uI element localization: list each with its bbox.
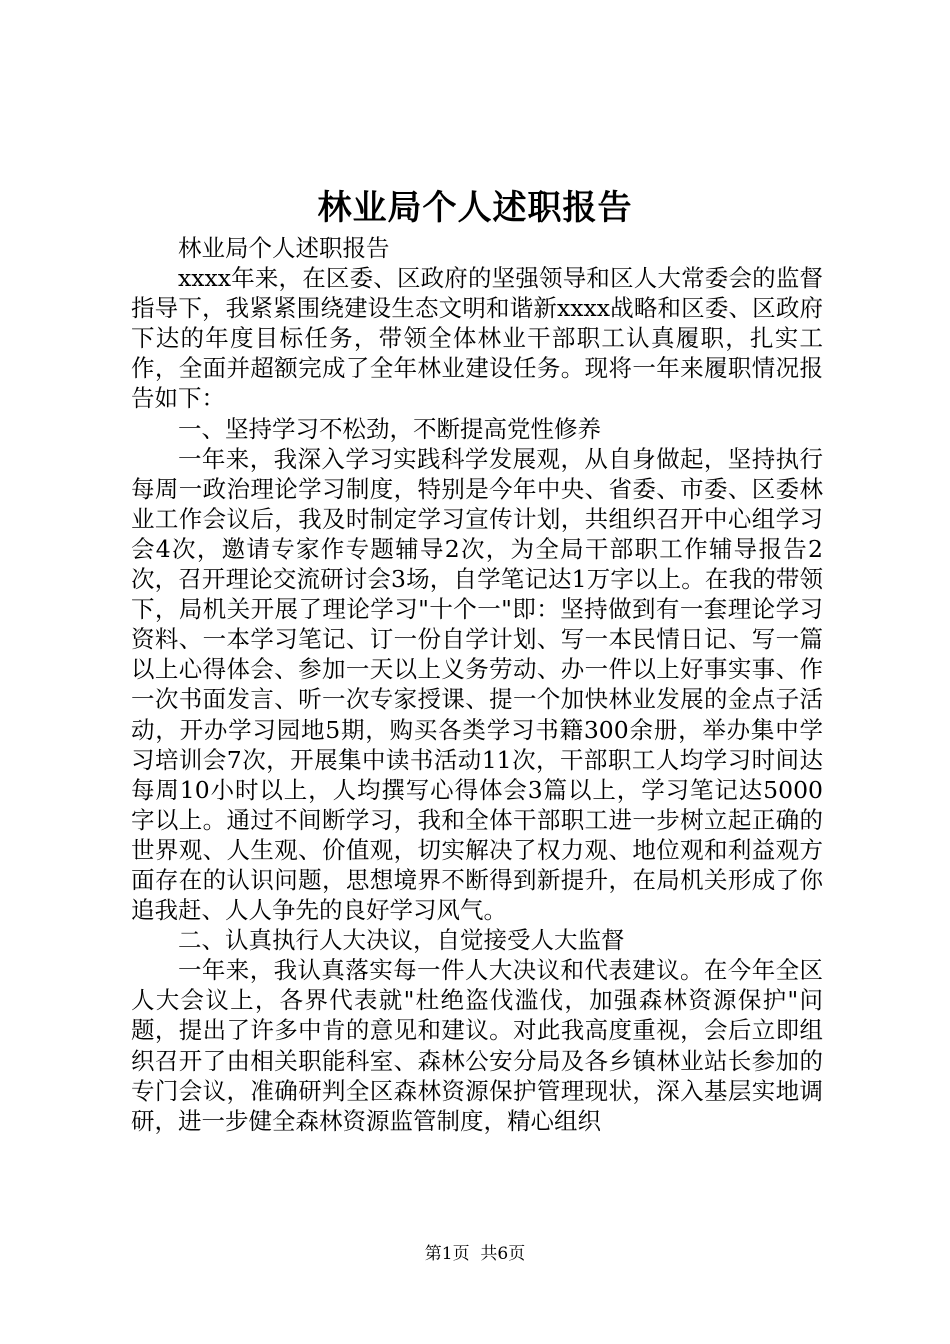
page-footer <box>0 1243 950 1265</box>
document-body <box>131 233 823 1136</box>
paragraph-section-2: 一年来，我认真落实每一件人大决议和代表建议。在今年全区人大会议上，各界代表就"杜绝盗伐滥伐，加强森林资源保护"问题，提出了许多中肯的意见和建议。对此我高度重视，会后立即组织召开了由相关职能科室、森林公安分局及各乡镇林业站长参加的专门会议，准确研判全区森林资源保护管理现状，深入基层实地调研，进一步健全森林资源监管制度，精心组织 <box>131 956 823 1135</box>
section-heading-1: 一、坚持学习不松劲，不断提高党性修养 <box>178 414 601 443</box>
paragraph-intro: xxxx年来，在区委、区政府的坚强领导和区人大常委会的监督指导下，我紧紧围绕建设生态文明和谐新xxxx战略和区委、区政府下达的年度目标任务，带领全体林业干部职工认真履职，扎实工作，全面并超额完成了全年林业建设任务。现将一年来履职情况报告如下： <box>131 264 823 413</box>
page-total: 共6页 <box>480 1244 526 1264</box>
page-number: 第1页 <box>424 1244 470 1264</box>
document-title: 林业局个人述职报告 <box>317 188 633 228</box>
paragraph-section-1: 一年来，我深入学习实践科学发展观，从自身做起，坚持执行每周一政治理论学习制度，特别是今年中央、省委、市委、区委林业工作会议后，我及时制定学习宣传计划，共组织召开中心组学习会4次，邀请专家作专题辅导2次，为全局干部职工作辅导报告2次，召开理论交流研讨会3场，自学笔记达1万字以上。在我的带领下，局机关开展了理论学习"十个一"即：坚持做到有一套理论学习资料、一本学习笔记、订一份自学计划、写一本民情日记、写一篇以上心得体会、参加一天以上义务劳动、办一件以上好事实事、作一次书面发言、听一次专家授课、提一个加快林业发展的金点子活动，开办学习园地5期，购买各类学习书籍300余册，举办集中学习培训会7次，开展集中读书活动11次，干部职工人均学习时间达每周10小时以上，人均撰写心得体会3篇以上，学习笔记达5000字以上。通过不间断学习，我和全体干部职工进一步树立起正确的世界观、人生观、价值观，切实解决了权力观、地位观和利益观方面存在的认识问题，思想境界不断得到新提升，在局机关形成了你追我赶、人人争先的良好学习风气。 <box>131 444 823 925</box>
paragraph-heading: 林业局个人述职报告 <box>178 234 390 262</box>
section-heading-2: 二、认真执行人大决议，自觉接受人大监督 <box>178 926 625 955</box>
